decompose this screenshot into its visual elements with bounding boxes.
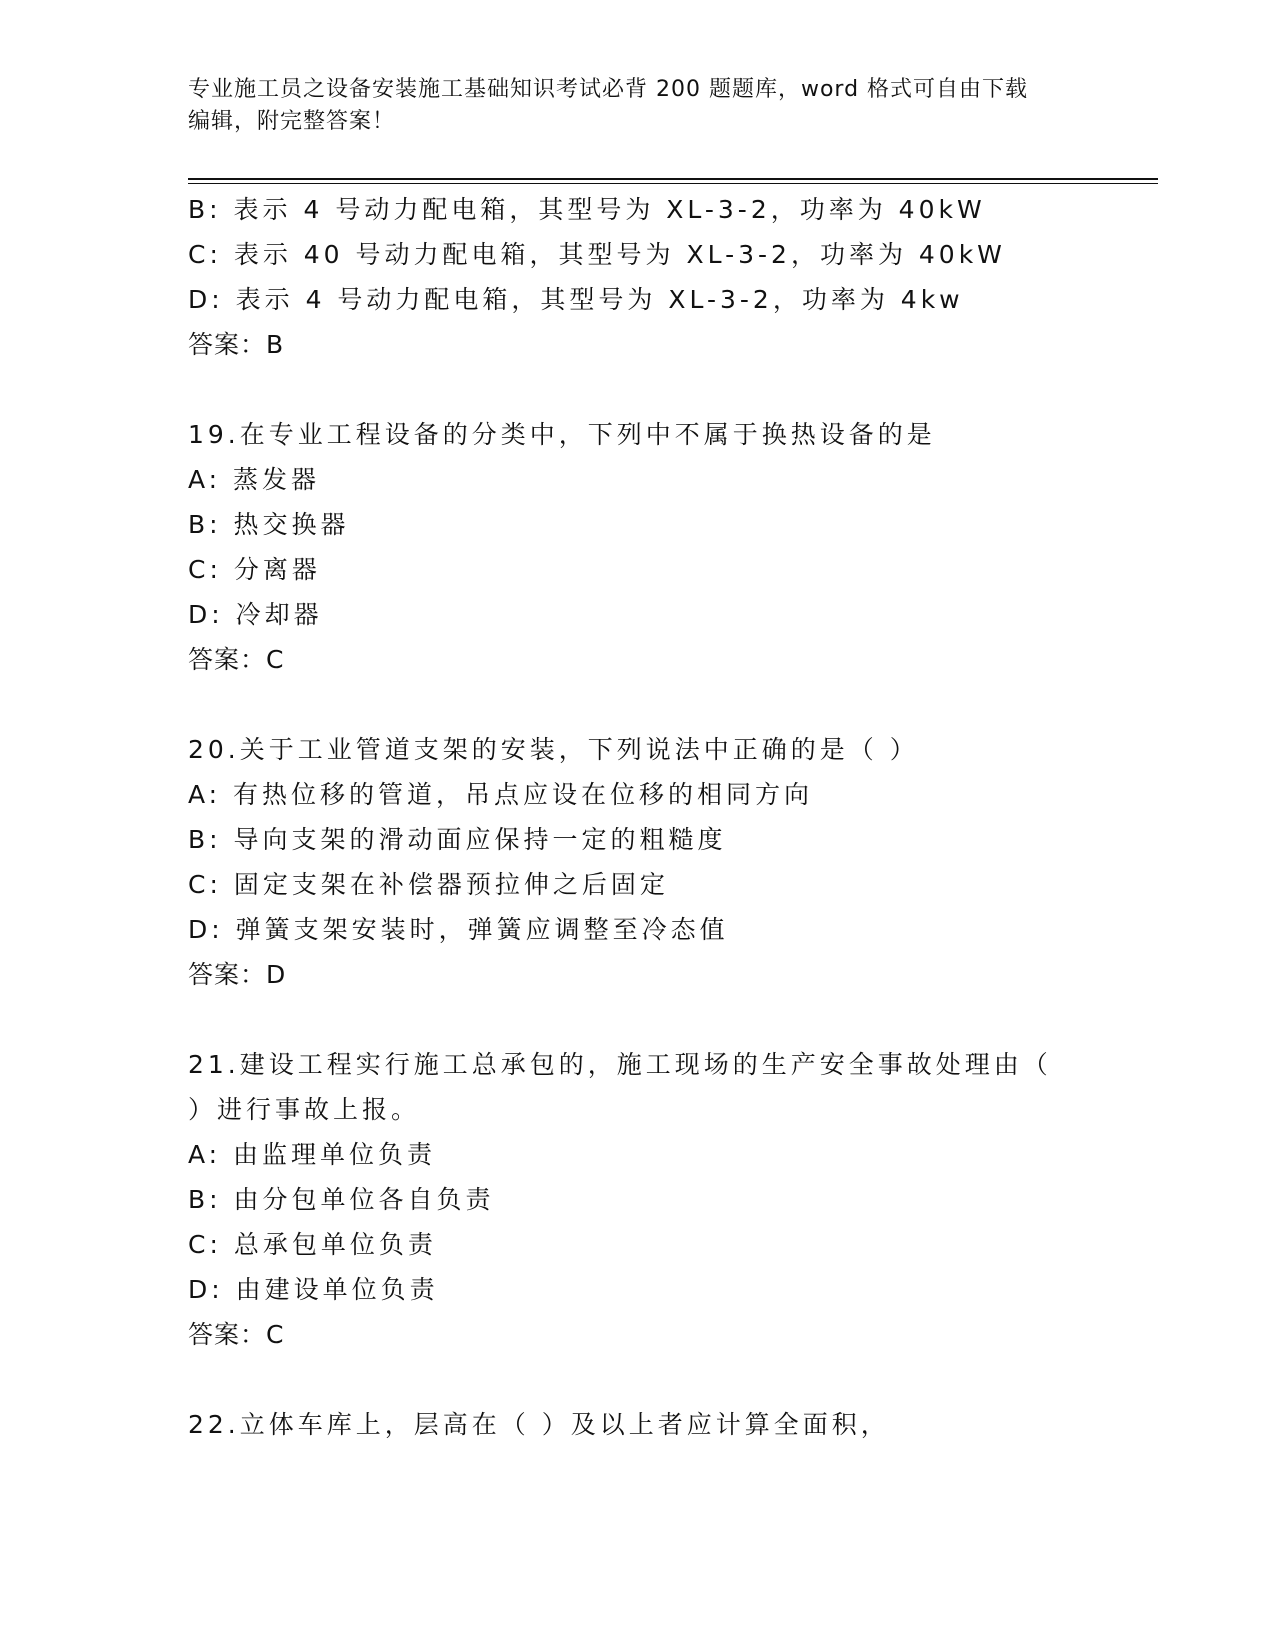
q18-option-b: B: 表示 4 号动力配电箱，其型号为 XL-3-2，功率为 40kW	[188, 195, 986, 224]
header-divider-thin	[188, 183, 1158, 184]
q21-option-a: A: 由监理单位负责	[188, 1140, 437, 1169]
document-header	[188, 74, 1088, 138]
q22-question: 22.立体车库上，层高在（ ）及以上者应计算全面积，	[188, 1410, 890, 1439]
q19-option-c: C: 分离器	[188, 555, 321, 584]
q18-option-d: D: 表示 4 号动力配电箱，其型号为 XL-3-2，功率为 4kw	[188, 285, 964, 314]
q20-option-d: D: 弹簧支架安装时，弹簧应调整至冷态值	[188, 915, 729, 944]
q19-answer: 答案：C	[188, 645, 285, 674]
q19-question: 19.在专业工程设备的分类中，下列中不属于换热设备的是	[188, 420, 936, 449]
q19-option-a: A: 蒸发器	[188, 465, 321, 494]
q19-option-d: D: 冷却器	[188, 600, 323, 629]
header-divider-thick	[188, 178, 1158, 180]
q20-question: 20.关于工业管道支架的安装，下列说法中正确的是（ ）	[188, 735, 919, 764]
q18-option-c: C: 表示 40 号动力配电箱，其型号为 XL-3-2，功率为 40kW	[188, 240, 1006, 269]
q21-question-line-1: 21.建设工程实行施工总承包的，施工现场的生产安全事故处理由（	[188, 1050, 1052, 1079]
q21-question-line-2: ）进行事故上报。	[188, 1095, 421, 1124]
q19-option-b: B: 热交换器	[188, 510, 350, 539]
header-line-2: 编辑，附完整答案！	[188, 109, 396, 134]
q20-option-b: B: 导向支架的滑动面应保持一定的粗糙度	[188, 825, 727, 854]
q20-option-a: A: 有热位移的管道，吊点应设在位移的相同方向	[188, 780, 814, 809]
q20-answer: 答案：D	[188, 960, 287, 989]
q21-option-c: C: 总承包单位负责	[188, 1230, 437, 1259]
header-line-1: 专业施工员之设备安装施工基础知识考试必背 200 题题库，word 格式可自由下载	[188, 77, 1029, 102]
q21-option-d: D: 由建设单位负责	[188, 1275, 439, 1304]
q18-answer: 答案：B	[188, 330, 285, 359]
q20-option-c: C: 固定支架在补偿器预拉伸之后固定	[188, 870, 669, 899]
q21-answer: 答案：C	[188, 1320, 285, 1349]
q21-option-b: B: 由分包单位各自负责	[188, 1185, 495, 1214]
